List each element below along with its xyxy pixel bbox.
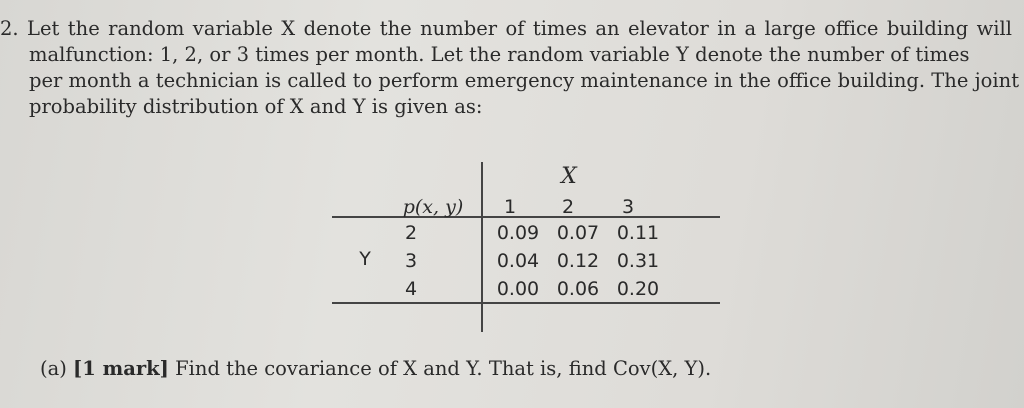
problem-text-line-1: Let the random variable X denote the number of times an elevator in a large office building will [27, 17, 1012, 40]
corner-label: p(x, y) [402, 196, 464, 218]
probability-cell: 0.20 [616, 278, 660, 300]
x-value: 1 [503, 196, 517, 218]
probability-cell: 0.12 [556, 250, 600, 272]
problem-line-3: per month a technician is called to perform emergency maintenance in the office building. The joint [29, 69, 1020, 92]
table-vertical-rule [481, 162, 483, 332]
y-value: 3 [404, 250, 418, 272]
part-a [40, 356, 711, 382]
problem-number: 2. [0, 17, 19, 40]
part-a-text: Find the covariance of X and Y. That is, find Cov(X, Y). [175, 357, 712, 380]
y-value: 2 [404, 222, 418, 244]
part-a-label: (a) [40, 357, 67, 380]
column-variable-label: X [561, 164, 577, 189]
probability-cell: 0.11 [616, 222, 660, 244]
problem-statement [0, 16, 1020, 120]
probability-cell: 0.07 [556, 222, 600, 244]
probability-cell: 0.09 [496, 222, 540, 244]
row-variable-label: Y [359, 248, 371, 270]
probability-cell: 0.31 [616, 250, 660, 272]
problem-line-1 [0, 16, 1012, 42]
part-a-marks: [1 mark] [73, 357, 169, 380]
table-bottom-rule [332, 302, 720, 304]
probability-cell: 0.04 [496, 250, 540, 272]
probability-cell: 0.06 [556, 278, 600, 300]
joint-distribution-table [332, 160, 720, 332]
problem-line-2: malfunction: 1, 2, or 3 times per month. Let the random variable Y denote the number of times [29, 43, 970, 66]
y-value: 4 [404, 278, 418, 300]
x-value: 2 [561, 196, 575, 218]
probability-cell: 0.00 [496, 278, 540, 300]
problem-line-4: probability distribution of X and Y is given as: [29, 95, 483, 118]
x-value: 3 [621, 196, 635, 218]
